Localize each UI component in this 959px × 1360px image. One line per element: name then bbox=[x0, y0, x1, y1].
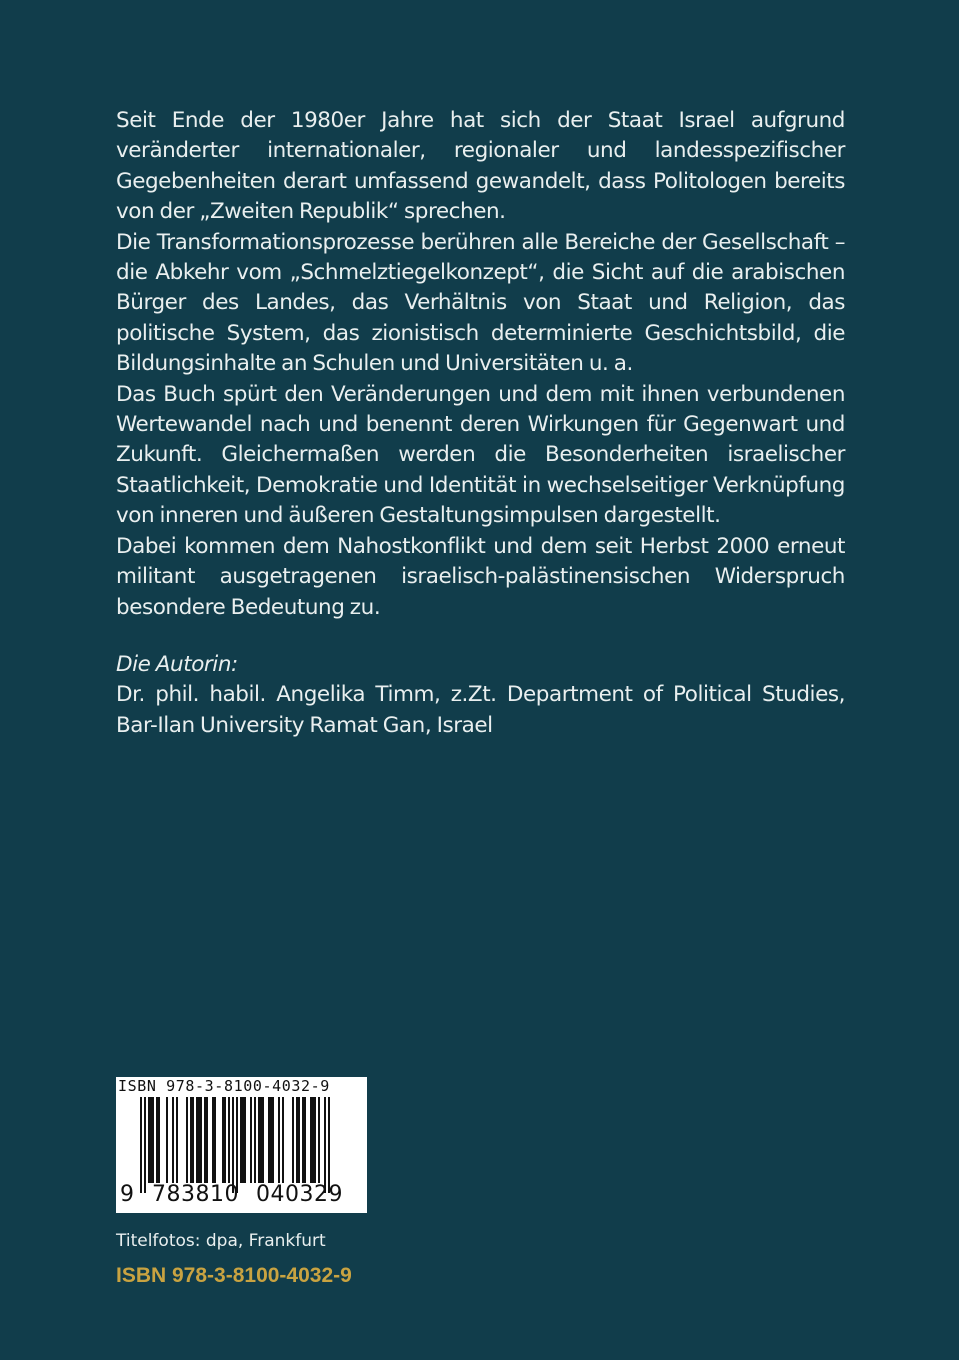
blurb-paragraph-2: Die Transformationsprozesse berühren alle Bereiche der Gesellschaft – die Abkehr vom „Schmelztiegelkonzept“, die Sicht auf die arabischen Bürger des Landes, das Verhältnis von Staat und Religion, das politische System, das zionistisch determinierte Geschichtsbild, die Bildungsinhalte an Schulen und Universitäten u. a. bbox=[116, 229, 845, 377]
barcode-isbn-text: ISBN 978-3-8100-4032-9 bbox=[118, 1077, 330, 1095]
barcode bbox=[116, 1077, 367, 1213]
barcode-bar bbox=[224, 1097, 226, 1183]
photo-credit: Titelfotos: dpa, Frankfurt bbox=[116, 1231, 326, 1251]
barcode-bar bbox=[254, 1097, 256, 1183]
barcode-bar bbox=[232, 1097, 234, 1193]
isbn-footer: ISBN 978-3-8100-4032-9 bbox=[116, 1264, 352, 1287]
barcode-bar bbox=[190, 1097, 192, 1183]
barcode-bar bbox=[328, 1097, 330, 1193]
blurb-text bbox=[116, 106, 845, 623]
barcode-left-digits: 783810 bbox=[152, 1182, 239, 1207]
barcode-bar bbox=[212, 1097, 214, 1183]
barcode-bar bbox=[240, 1097, 242, 1183]
barcode-bar bbox=[192, 1097, 194, 1183]
barcode-bar bbox=[172, 1097, 174, 1183]
barcode-bar bbox=[260, 1097, 262, 1183]
barcode-bar bbox=[236, 1097, 238, 1193]
barcode-bar bbox=[298, 1097, 300, 1183]
barcode-bar bbox=[140, 1097, 142, 1193]
barcode-bar bbox=[314, 1097, 316, 1183]
barcode-bar bbox=[268, 1097, 270, 1183]
barcode-bar bbox=[166, 1097, 168, 1183]
barcode-bar bbox=[176, 1097, 178, 1183]
barcode-bar bbox=[144, 1097, 146, 1193]
barcode-bar bbox=[296, 1097, 298, 1183]
barcode-bar bbox=[228, 1097, 230, 1183]
barcode-bar bbox=[318, 1097, 320, 1183]
barcode-bar bbox=[282, 1097, 284, 1183]
author-bio: Dr. phil. habil. Angelika Timm, z.Zt. Department of Political Studies, Bar-Ilan University Ramat Gan, Israel bbox=[116, 682, 845, 738]
barcode-bar bbox=[150, 1097, 152, 1183]
barcode-bar bbox=[198, 1097, 200, 1183]
barcode-bar bbox=[152, 1097, 154, 1183]
barcode-bar bbox=[148, 1097, 150, 1183]
barcode-lead-digit: 9 bbox=[120, 1182, 135, 1207]
barcode-bar bbox=[204, 1097, 206, 1183]
author-label: Die Autorin: bbox=[116, 652, 238, 677]
barcode-bar bbox=[242, 1097, 244, 1183]
barcode-bar bbox=[196, 1097, 198, 1183]
blurb-paragraph-4: Dabei kommen dem Nahostkonflikt und dem seit Herbst 2000 erneut militant ausgetragenen israelisch-palästinensischen Widerspruch besondere Bedeutung zu. bbox=[116, 533, 845, 620]
barcode-bar bbox=[158, 1097, 160, 1183]
barcode-bar bbox=[304, 1097, 306, 1183]
barcode-bar bbox=[270, 1097, 272, 1183]
author-info bbox=[116, 650, 845, 741]
barcode-bar bbox=[310, 1097, 312, 1183]
barcode-bar bbox=[312, 1097, 314, 1183]
blurb-paragraph-3: Das Buch spürt den Veränderungen und dem mit ihnen verbundenen Wertewandel nach und benennt deren Wirkungen für Gegenwart und Zukunft. Gleichermaßen werden die Besonderheiten israelischer Staatlichkeit, Demokratie und Identität in wechselseitiger Verknüpfung von inneren und äußeren Gestaltungsimpulsen dargestellt. bbox=[116, 381, 845, 529]
barcode-bar bbox=[186, 1097, 188, 1183]
barcode-bar bbox=[258, 1097, 260, 1183]
barcode-bar bbox=[244, 1097, 246, 1183]
blurb-paragraph-1: Seit Ende der 1980er Jahre hat sich der Staat Israel aufgrund veränderter internationaler, regionaler und landesspezifischer Gegebenheiten derart umfassend gewandelt, dass Politologen bereits von der „Zweiten Republik“ sprechen. bbox=[116, 108, 845, 225]
barcode-bar bbox=[200, 1097, 202, 1183]
barcode-bar bbox=[324, 1097, 326, 1193]
barcode-bar bbox=[206, 1097, 208, 1183]
barcode-bar bbox=[278, 1097, 280, 1183]
barcode-bar bbox=[262, 1097, 264, 1183]
barcode-bar bbox=[292, 1097, 294, 1183]
barcode-bar bbox=[222, 1097, 224, 1183]
barcode-bar bbox=[250, 1097, 252, 1183]
barcode-right-digits: 040329 bbox=[256, 1182, 343, 1207]
barcode-bar bbox=[214, 1097, 216, 1183]
barcode-bar bbox=[156, 1097, 158, 1183]
barcode-bar bbox=[272, 1097, 274, 1183]
barcode-bar bbox=[302, 1097, 304, 1183]
